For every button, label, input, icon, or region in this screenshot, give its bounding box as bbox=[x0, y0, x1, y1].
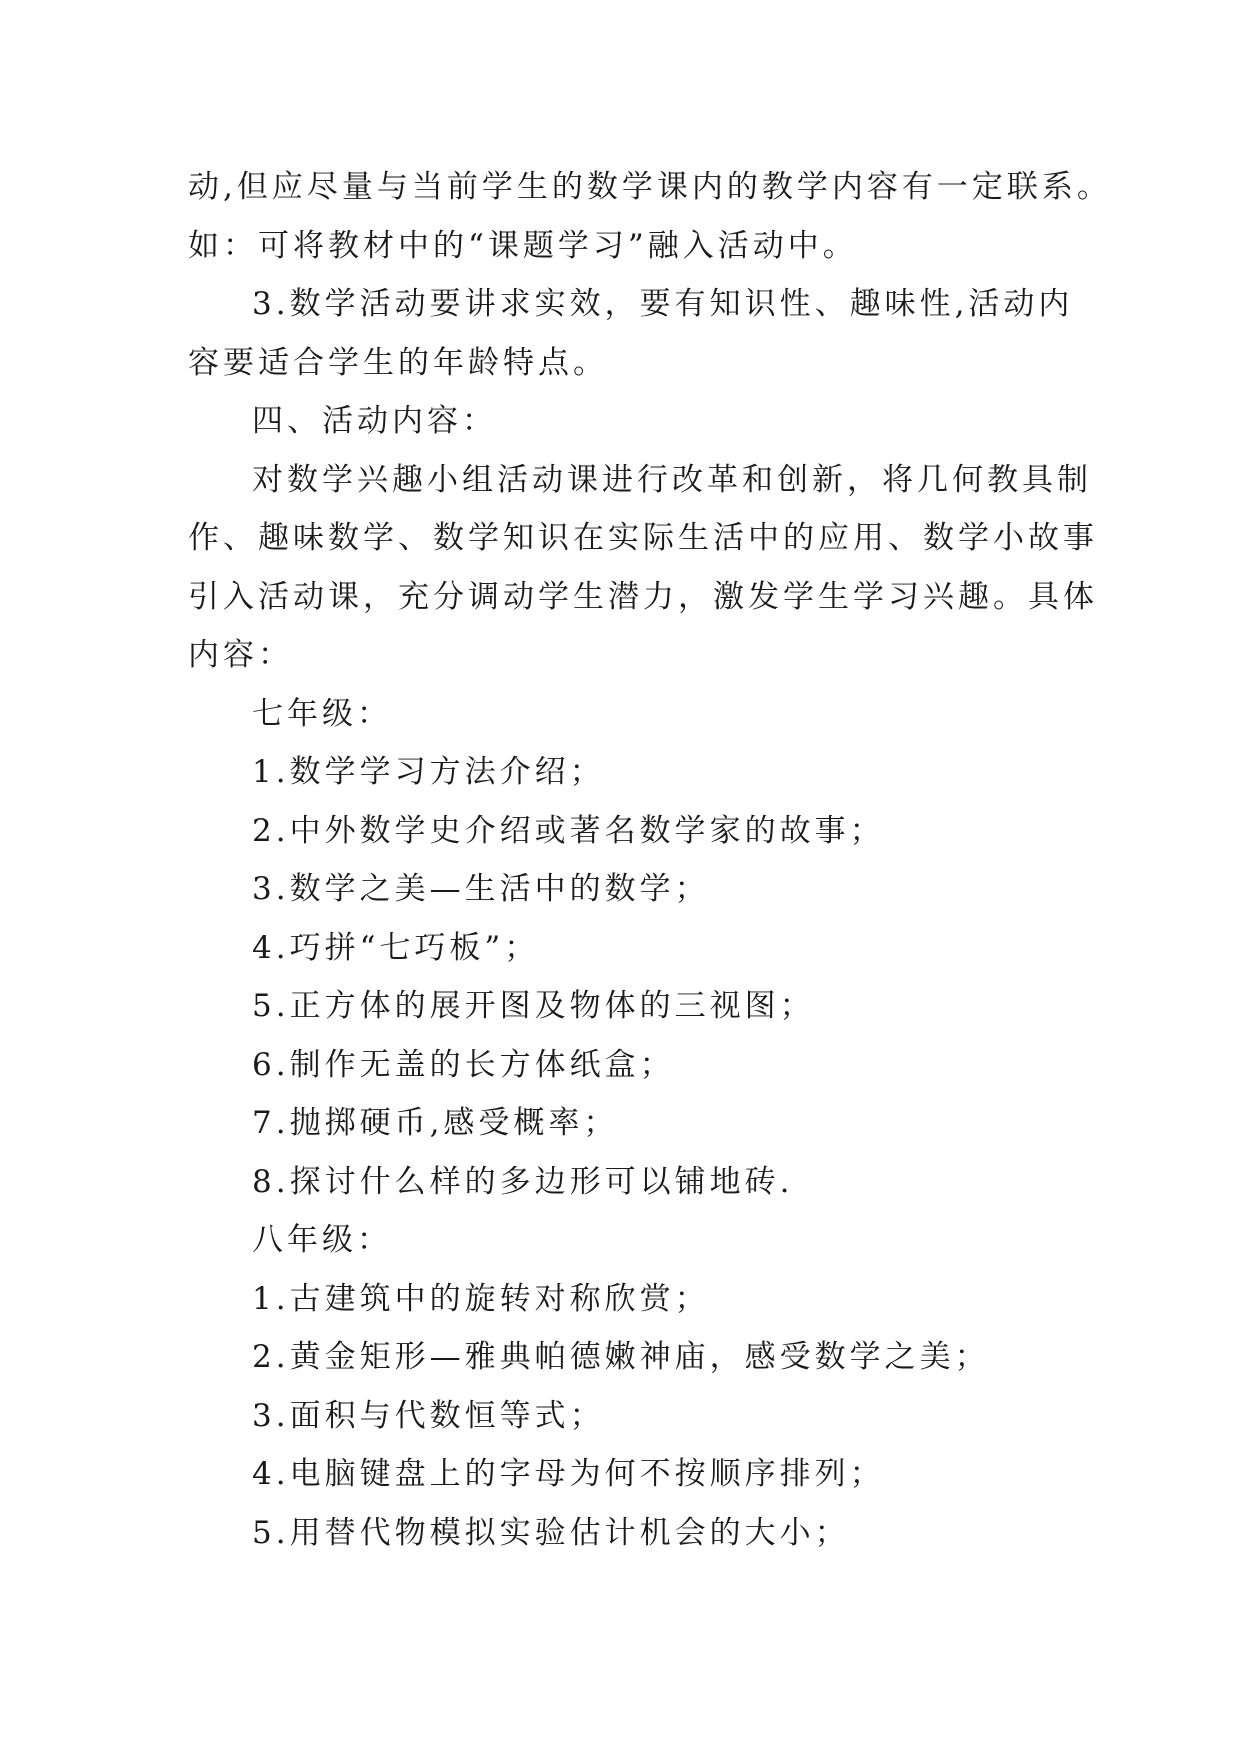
list-item: 3.面积与代数恒等式； bbox=[252, 1397, 605, 1434]
list-item: 2.中外数学史介绍或著名数学家的故事； bbox=[252, 812, 885, 849]
paragraph-line: 如：可将教材中的“课题学习”融入活动中。 bbox=[188, 227, 858, 264]
document-body bbox=[188, 158, 1112, 1562]
list-item: 3.数学之美—生活中的数学； bbox=[252, 871, 710, 907]
grade-heading: 七年级： bbox=[252, 695, 392, 732]
list-item: 8.探讨什么样的多边形可以铺地砖. bbox=[252, 1163, 794, 1200]
paragraph-line: 3.数学活动要讲求实效，要有知识性、趣味性,活动内 bbox=[252, 286, 1074, 322]
list-item: 4.巧拼“七巧板”； bbox=[252, 929, 540, 966]
paragraph-line: 对数学兴趣小组活动课进行改革和创新，将几何教具制 bbox=[252, 461, 1092, 498]
list-item: 5.用替代物模拟实验估计机会的大小； bbox=[252, 1514, 850, 1551]
paragraph-line: 引入活动课，充分调动学生潜力，激发学生学习兴趣。具体 bbox=[188, 578, 1098, 615]
grade-heading: 八年级： bbox=[252, 1222, 392, 1258]
list-item: 5.正方体的展开图及物体的三视图； bbox=[252, 988, 815, 1024]
list-item: 4.电脑键盘上的字母为何不按顺序排列； bbox=[252, 1456, 885, 1492]
list-item: 6.制作无盖的长方体纸盒； bbox=[252, 1046, 675, 1083]
paragraph-line: 容要适合学生的年龄特点。 bbox=[188, 344, 608, 381]
paragraph-line: 动,但应尽量与当前学生的数学课内的教学内容有一定联系。 bbox=[188, 169, 1112, 205]
paragraph-line: 内容： bbox=[188, 637, 293, 673]
section-heading: 四、活动内容： bbox=[252, 403, 497, 439]
list-item: 1.数学学习方法介绍； bbox=[252, 754, 605, 790]
list-item: 7.抛掷硬币,感受概率； bbox=[252, 1105, 619, 1141]
paragraph-line: 作、趣味数学、数学知识在实际生活中的应用、数学小故事 bbox=[188, 520, 1098, 556]
list-item: 2.黄金矩形—雅典帕德嫩神庙，感受数学之美； bbox=[252, 1339, 990, 1375]
list-item: 1.古建筑中的旋转对称欣赏； bbox=[252, 1280, 710, 1317]
